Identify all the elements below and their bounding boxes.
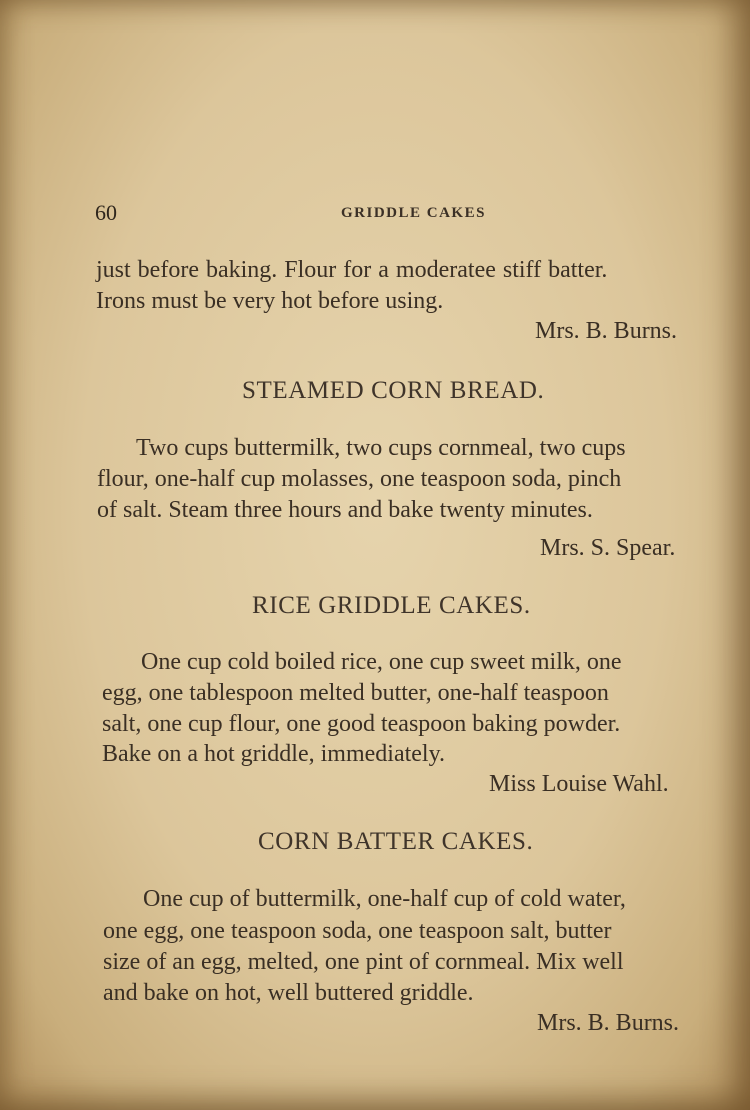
recipe-line: One cup cold boiled rice, one cup sweet milk, one — [141, 649, 622, 675]
recipe-line: and bake on hot, well buttered griddle. — [103, 980, 474, 1006]
recipe-line: one egg, one teaspoon soda, one teaspoon salt, butter — [103, 918, 612, 944]
recipe-line: One cup of buttermilk, one-half cup of cold water, — [143, 886, 626, 912]
recipe-signature: Miss Louise Wahl. — [489, 771, 669, 797]
running-head: GRIDDLE CAKES — [341, 205, 486, 221]
recipe-title: RICE GRIDDLE CAKES. — [252, 592, 531, 619]
intro-line: just before baking. Flour for a moderatee stiff batter. — [96, 257, 608, 283]
recipe-title: CORN BATTER CAKES. — [258, 828, 534, 855]
recipe-signature: Mrs. B. Burns. — [537, 1010, 680, 1036]
page-header — [95, 200, 705, 234]
recipe-line: of salt. Steam three hours and bake twenty minutes. — [97, 497, 593, 523]
recipe-line: salt, one cup flour, one good teaspoon baking powder. — [102, 711, 621, 737]
recipe-line: egg, one tablespoon melted butter, one-half teaspoon — [102, 680, 609, 706]
recipe-signature: Mrs. S. Spear. — [540, 535, 676, 561]
recipe-line: Bake on a hot griddle, immediately. — [102, 741, 446, 767]
intro-line: Irons must be very hot before using. — [96, 288, 444, 314]
recipe-line: Two cups buttermilk, two cups cornmeal, two cups — [136, 435, 626, 461]
intro-signature: Mrs. B. Burns. — [535, 318, 678, 344]
recipe-title: STEAMED CORN BREAD. — [242, 377, 545, 404]
page-number: 60 — [95, 200, 117, 225]
recipe-line: flour, one-half cup molasses, one teaspoon soda, pinch — [97, 466, 622, 492]
recipe-line: size of an egg, melted, one pint of cornmeal. Mix well — [103, 949, 624, 975]
